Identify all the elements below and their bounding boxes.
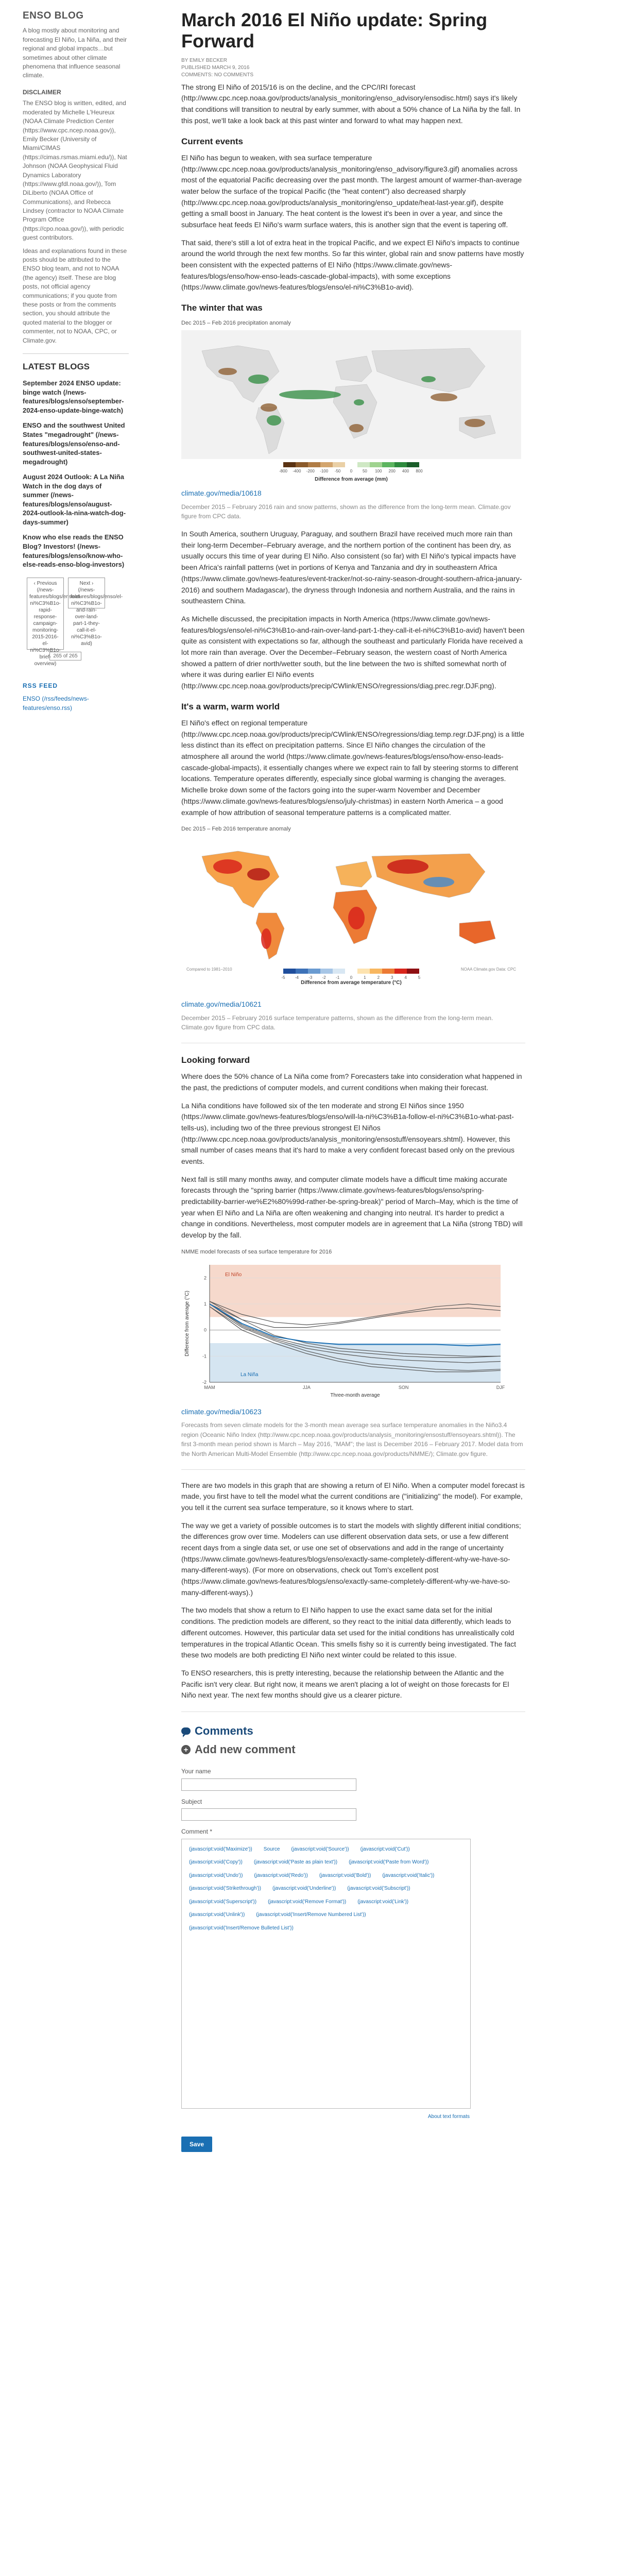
editor-tool-button[interactable]: (javascript:void('Bold')): [319, 1872, 371, 1878]
editor-tool-button[interactable]: (javascript:void('Insert/Remove Numbered List')): [256, 1912, 366, 1918]
text-formats-link[interactable]: About text formats: [427, 2114, 470, 2120]
legend-label: Difference from average (mm): [315, 476, 388, 482]
article: [134, 0, 525, 2173]
map2-legend: [186, 967, 516, 986]
article-title: March 2016 El Niño update: Spring Forward: [181, 9, 488, 52]
section-divider: [181, 1469, 525, 1470]
paragraph: There are two models in this graph that are showing a return of El Niño. When a computer model forecast is made, you first have to tell the model what the current conditions are ("initializing" the model). For example, you tell it the current sea surface temperature, so it knows where to start.: [181, 1481, 525, 1512]
rss-heading: RSS FEED: [23, 682, 58, 690]
latest-blog-link[interactable]: September 2024 ENSO update: binge watch (/news-features/blogs/enso/september-2024-enso-update-binge-watch): [23, 379, 124, 414]
rss-feed-link[interactable]: ENSO (/rss/feeds/news-features/enso.rss): [23, 694, 89, 712]
map-note-left: Compared to 1981–2010: [186, 967, 232, 972]
disclaimer-heading: DISCLAIMER: [23, 88, 61, 96]
legend-tick-label: 0: [350, 975, 353, 980]
x-tick-label: JJA: [302, 1384, 311, 1390]
editor-tool-button[interactable]: (javascript:void('Underline')): [272, 1886, 336, 1892]
temperature-map-figure: [181, 825, 525, 1010]
legend-tick-label: -1: [336, 975, 340, 980]
legend-tick-label: -5: [281, 975, 285, 980]
legend-swatch: [370, 969, 382, 974]
plus-icon: +: [181, 1745, 191, 1754]
legend-swatch: [296, 462, 308, 467]
comment-label: Comment *: [181, 1828, 213, 1836]
legend-tick-label: -200: [306, 468, 315, 473]
map-note-right: NOAA Climate.gov Data: CPC: [460, 967, 516, 972]
editor-tool-button[interactable]: (javascript:void('Remove Format')): [268, 1899, 347, 1905]
temperature-anomaly-map: [181, 836, 521, 995]
figure-caption: December 2015 – February 2016 surface temperature patterns, shown as the difference from the long-term mean. Climate.gov figure from CPC data.: [181, 1014, 493, 1031]
editor-tool-button[interactable]: (javascript:void('Strikethrough')): [189, 1886, 261, 1892]
legend-tick-label: 0: [350, 468, 353, 473]
editor-tool-button[interactable]: Source: [263, 1846, 280, 1852]
paragraph: Where does the 50% chance of La Niña come from? Forecasters take into consideration what happened in the past, the predictions of computer models, and current conditions when making their forecast.: [181, 1072, 522, 1092]
paragraph: To ENSO researchers, this is pretty interesting, because the relationship between the Atlantic and the Pacific isn't very clear. But right now, it means we aren't placing a lot of weight on those forecasts for El Niño next year. The next few months should give us a clearer picture.: [181, 1668, 509, 1700]
legend-swatch: [370, 462, 382, 467]
legend-tick-label: 1: [364, 975, 366, 980]
legend-tick-label: 5: [418, 975, 421, 980]
x-tick-label: MAM: [204, 1384, 215, 1390]
x-tick-label: SON: [398, 1384, 409, 1390]
comment-bubble-icon: [181, 1727, 191, 1735]
editor-tool-button[interactable]: (javascript:void('Unlink')): [189, 1912, 245, 1918]
legend-tick-label: 3: [390, 975, 393, 980]
legend-swatch: [308, 969, 320, 974]
map-title: Dec 2015 – Feb 2016 temperature anomaly: [181, 826, 291, 833]
legend-swatch: [333, 462, 345, 467]
editor-tool-button[interactable]: (javascript:void('Paste as plain text')): [253, 1859, 338, 1866]
legend-swatch: [407, 462, 419, 467]
legend-swatch: [357, 969, 370, 974]
comment-textarea[interactable]: [182, 1938, 470, 2108]
chart-title: NMME model forecasts of sea surface temperature for 2016: [181, 1248, 332, 1255]
paragraph: The way we get a variety of possible outcomes is to start the models with slightly different initial conditions; the differences grow over time. Modelers can use different observation data sets, or use a few different recent days from a single data set, or use one set of observations and add in the range of uncertainty (https://www.climate.gov/news-features/blogs/enso/exactly-same-completely-different-why-we-have-so-many-different-ways). (For more on observations, check out Tom's excellent post (https://www.climate.gov/news-features/blogs/enso/exactly-same-completely-different-why-we-have-so-many-different-ways).): [181, 1521, 521, 1597]
editor-tool-button[interactable]: (javascript:void('Subscript')): [347, 1886, 410, 1892]
legend-swatch: [394, 462, 407, 467]
legend-tick-label: 2: [377, 975, 380, 980]
precipitation-anomaly-map: [181, 330, 521, 485]
legend-tick-label: -800: [279, 468, 288, 473]
editor-tool-button[interactable]: (javascript:void('Italic')): [382, 1872, 435, 1878]
legend-tick-label: -400: [293, 468, 301, 473]
x-axis-label: Three-month average: [330, 1392, 380, 1398]
legend-swatch: [283, 969, 296, 974]
editor-toolbar: [182, 1839, 470, 1939]
legend-swatch: [394, 969, 407, 974]
add-comment-heading: [181, 1741, 525, 1758]
paragraph: That said, there's still a lot of extra heat in the tropical Pacific, and we expect El Niño's impacts to continue around the world through the next few months. So far this winter, global rain and snow patterns have mostly been consistent with the expected patterns of El Niño (https://www.climate.gov/news-features/blogs/enso/how-enso-leads-cascade-global-impacts), with some exceptions (https://www.climate.gov/news-features/blogs/enso/el-ni%C3%B1o-avid).: [181, 238, 524, 292]
sidebar: [0, 0, 134, 2173]
map-link[interactable]: climate.gov/media/10621: [181, 999, 262, 1008]
blog-description: A blog mostly about monitoring and forecasting El Niño, La Niña, and their regional and global impacts…but sometimes about other climate phenomena that influence seasonal climate.: [23, 27, 127, 79]
editor-tool-button[interactable]: (javascript:void('Redo')): [254, 1872, 308, 1878]
paragraph: El Niño has begun to weaken, with sea surface temperature (http://www.cpc.ncep.noaa.gov/products/analysis_monitoring/enso_advisory/figure3.gif) anomalies across most of the equatorial Pacific decreasing over the past month. The largest amount of warmer-than-average water below the surface of the tropical Pacific (the "heat content") also decreased sharply (http://www.cpc.ncep.noaa.gov/products/analysis_monitoring/enso_update/heat-last-year.gif), despite getting a small boost in January. The heat content is the lowest it's been in over a year, and since the subsurface heat feeds El Niño's warm surface waters, this is another sign that the event is tapering off.: [181, 153, 522, 229]
blog-title: ENSO BLOG: [23, 10, 84, 21]
save-button[interactable]: Save: [181, 2137, 212, 2152]
editor-tool-button[interactable]: (javascript:void('Copy')): [189, 1859, 243, 1866]
paragraph: The two models that show a return to El Niño happen to use the exact same data set for the initial conditions. The prediction models are different, so they react to the initial data differently, which leads to different outcomes. However, this particular data set used for the initial conditions has unrealistically cold temperatures in the tropical Atlantic Ocean. This smells fishy so it is currently being investigated. The fact these two models are both predicting El Niño next winter could be related to this issue.: [181, 1606, 517, 1659]
subject-field[interactable]: [181, 1808, 356, 1821]
comments-heading-text: Comments: [195, 1724, 253, 1737]
disclaimer-text-1: The ENSO blog is written, edited, and moderated by Michelle L'Heureux (NOAA Climate Prediction Center (https://www.cpc.ncep.noaa.gov)), Emily Becker (University of Miami/CIMAS (https://cimas.rsmas.miami.edu/)), Nat Johnson (NOAA Geophysical Fluid Dynamics Laboratory (https://www.gfdl.noaa.gov/)), Tom DiLiberto (NOAA Office of Communications), and Rebecca Lindsey (contractor to NOAA Climate Program Office (https://cpo.noaa.gov/)), with periodic guest contributors.: [23, 99, 127, 242]
legend-tick-label: -50: [334, 468, 341, 473]
el-nino-region: [210, 1265, 501, 1317]
published-date: PUBLISHED MARCH 9, 2016: [181, 64, 250, 71]
y-tick-label: 0: [203, 1327, 207, 1333]
section-heading-warm: It's a warm, warm world: [181, 701, 280, 711]
legend-swatch: [407, 969, 419, 974]
editor-tool-button[interactable]: (javascript:void('Paste from Word')): [349, 1859, 429, 1866]
latest-blogs-heading: LATEST BLOGS: [23, 361, 90, 371]
editor-tool-button[interactable]: (javascript:void('Insert/Remove Bulleted List')): [189, 1925, 294, 1931]
section-heading-winter: The winter that was: [181, 303, 263, 313]
editor-tool-button[interactable]: (javascript:void('Undo')): [189, 1872, 243, 1878]
la-nina-label: La Niña: [241, 1371, 259, 1378]
editor-tool-button[interactable]: (javascript:void('Source')): [291, 1846, 349, 1852]
paragraph: La Niña conditions have followed six of the ten moderate and strong El Niños since 1950 (https://www.climate.gov/news-features/blogs/enso/will-la-ni%C3%B1a-follow-el-ni%C3%B1o-what-past-tells-us), including two of the three previous strongest El Niños (http://www.cpc.ncep.noaa.gov/products/analysis_monitoring/ensostuff/ensoyears.shtml). However, this small number of cases means that it's hard to make a very confident forecast based only on the previous events.: [181, 1101, 515, 1165]
forecast-plume-chart: [181, 1259, 511, 1403]
intro-paragraph: The strong El Niño of 2015/16 is on the decline, and the CPC/IRI forecast (http://www.cpc.ncep.noaa.gov/products/analysis_monitoring/enso_advisory/ensodisc.html) says it's likely that conditions will transition to neutral by early summer, with about a 50% chance of La Niña by the fall. In this post, we'll take a look back at this past winter and forward to what may happen next.: [181, 82, 521, 125]
sidebar-divider: [23, 353, 129, 354]
map1-legend: [279, 462, 423, 482]
map-link[interactable]: climate.gov/media/10618: [181, 489, 262, 498]
legend-swatch: [296, 969, 308, 974]
pager-count: 265 of 265: [49, 652, 81, 661]
subject-label: Subject: [181, 1798, 202, 1805]
precipitation-map-figure: [181, 319, 525, 499]
legend-swatch: [357, 462, 370, 467]
legend-tick-label: 100: [375, 468, 382, 473]
legend-swatch: [308, 462, 320, 467]
article-meta: [181, 57, 525, 79]
legend-tick-label: 4: [404, 975, 407, 980]
latest-blog-link[interactable]: ENSO and the southwest United States "megadrought" (/news-features/blogs/enso/enso-and-southwest-united-states-megadrought): [23, 421, 125, 466]
chart-link[interactable]: climate.gov/media/10623: [181, 1407, 262, 1416]
legend-swatch: [345, 969, 357, 974]
latest-blog-link[interactable]: August 2024 Outlook: A La Niña Watch in the dog days of summer (/news-features/blogs/enso/august-2024-outlook-la-nina-watch-dog-days-summer): [23, 473, 126, 526]
legend-tick-label: 800: [416, 468, 423, 473]
legend-label: Difference from average temperature (°C): [301, 980, 402, 986]
paragraph: Next fall is still many months away, and computer climate models have a difficult time making accurate forecasts through the "spring barrier (https://www.climate.gov/news-features/blogs/enso/spring-predictability-barrier-we%E2%80%99d-rather-be-spring-break)" period of March–May, which is the time of year when El Niño and La Niña are often weakening and changing into neutral. It's harder to predict a change in conditions. Nevertheless, most computer models are in agreement that La Niña (strong TBD) will develop by the fall.: [181, 1175, 523, 1240]
add-comment-heading-text: Add new comment: [195, 1743, 296, 1756]
legend-tick-label: -4: [295, 975, 299, 980]
section-heading-current-events: Current events: [181, 136, 243, 146]
legend-tick-label: -100: [320, 468, 329, 473]
name-field[interactable]: [181, 1778, 356, 1791]
map-title: Dec 2015 – Feb 2016 precipitation anomaly: [181, 320, 291, 327]
legend-swatch: [333, 969, 345, 974]
legend-swatch: [320, 969, 333, 974]
editor-tool-button[interactable]: (javascript:void('Cut')): [360, 1846, 410, 1852]
x-tick-label: DJF: [496, 1384, 505, 1390]
editor-tool-button[interactable]: (javascript:void('Superscript')): [189, 1899, 257, 1905]
legend-swatch: [345, 462, 357, 467]
editor-tool-button[interactable]: (javascript:void('Maximize')): [189, 1846, 252, 1852]
legend-swatch: [320, 462, 333, 467]
legend-swatch: [283, 462, 296, 467]
legend-tick-label: -3: [308, 975, 313, 980]
legend-tick-label: 400: [402, 468, 409, 473]
comment-editor[interactable]: [181, 1839, 471, 2109]
el-nino-label: El Niño: [225, 1272, 242, 1278]
latest-blog-link[interactable]: Know who else reads the ENSO Blog? Investors! (/news-features/blogs/enso/know-who-else-reads-enso-blog-investors): [23, 533, 125, 569]
section-heading-looking-forward: Looking forward: [181, 1055, 250, 1065]
editor-tool-button[interactable]: (javascript:void('Link')): [357, 1899, 409, 1905]
y-tick-label: 1: [203, 1301, 207, 1307]
section-divider: [181, 1711, 525, 1712]
author-line: BY EMILY BECKER: [181, 57, 227, 63]
legend-tick-label: 200: [388, 468, 396, 473]
disclaimer-text-2: Ideas and explanations found in these posts should be attributed to the ENSO blog team, and not to NOAA (the agency) itself. These are blog posts, not official agency communications; if you quote from these posts or from the comments section, you should attribute the quoted material to the blogger or commenter, not to NOAA, CPC, or Climate.gov.: [23, 247, 127, 344]
previous-post-button[interactable]: ‹ Previous (/news-features/blogs/enso/el-ni%C3%B1o-rapid-response-campaign-monitoring-2015-2016-el-ni%C3%B1o-brief-overview): [27, 578, 64, 650]
forecast-chart-figure: [181, 1248, 525, 1417]
paragraph: In South America, southern Uruguay, Paraguay, and southern Brazil have received much more rain than their long-term December–February average, and the northern portion of the continent has been dry, as usually occurs this time of year during El Niño. Also consistent (so far) with El Niño's typical impacts have been Africa's rainfall patterns (wet in portions of Kenya and Tanzania and dry in southeastern Africa (https://www.climate.gov/news-features/event-tracker/not-so-rainy-season-drought-southern-africa-january-2016) and southern Madagascar), the dryness through Indonesia and northern Australia, and the rains in southeastern China.: [181, 530, 522, 605]
legend-tick-label: 50: [362, 468, 367, 473]
y-tick-label: 2: [203, 1275, 207, 1281]
paragraph: El Niño's effect on regional temperature (http://www.cpc.ncep.noaa.gov/products/precip/CWlink/ENSO/regressions/diag.temp.regr.DJF.png) is a little less distinct than its effect on precipitation patterns. Since El Niño changes the circulation of the atmosphere all around the world (https://www.climate.gov/news-features/blogs/enso/how-enso-leads-cascade-global-impacts), it essentially changes where we expect rain to fall by steering storms to different locations. Temperature operates differently, especially since global warming is changing the averages. Michelle broke down some of the factors going into the super-warm November and December (https://www.climate.gov/news-features/blogs/enso/july-christmas) in eastern North America – a good example of how attribution of seasonal temperature patterns is a complicated matter.: [181, 719, 525, 817]
figure-caption: December 2015 – February 2016 rain and snow patterns, shown as the difference from the long-term mean. Climate.gov figure from CPC data.: [181, 503, 511, 520]
legend-swatch: [382, 462, 394, 467]
figure-caption: Forecasts from seven climate models for the 3-month mean average sea surface temperature anomalies in the Niño3.4 region (Oceanic Niño Index (http://www.cpc.ncep.noaa.gov/products/analysis_monitoring/ensostuff/ensoyears.shtml)). The first 3-month mean period shown is March – May 2016, "MAM"; the last is December 2016 – February 2017. Model data from the North American Multi-Model Ensemble (http://www.cpc.ncep.noaa.gov/products/NMME/); Climate.gov figure.: [181, 1421, 523, 1458]
comments-heading: [181, 1722, 525, 1740]
legend-swatch: [382, 969, 394, 974]
y-tick-label: -1: [202, 1353, 207, 1359]
y-tick-label: -2: [202, 1379, 207, 1385]
name-label: Your name: [181, 1768, 211, 1775]
comments-count[interactable]: COMMENTS: NO COMMENTS: [181, 72, 253, 78]
paragraph: As Michelle discussed, the precipitation impacts in North America (https://www.climate.gov/news-features/blogs/enso/el-ni%C3%B1o-and-rain-over-land-part-1-they-call-it-el-ni%C3%B1o-avid) haven't been quite as consistent with expectations so far, although the southeast and particularly Florida have received a lot more rain than average. Over the December–February season, the western coast of North America showed a pattern of drier north/wetter south, but the line between the two is shifted somewhat north of where it was during earlier El Niño events (http://www.cpc.ncep.noaa.gov/products/precip/CWlink/ENSO/regressions/diag.prec.regr.DJF.png).: [181, 614, 525, 690]
y-axis-label: Difference from average (°C): [184, 1290, 190, 1357]
next-post-button[interactable]: Next › (/news-features/blogs/enso/el-ni%C3%B1o-and-rain-over-land-part-1-they-call-it-el-ni%C3%B1o-avid): [68, 578, 105, 608]
legend-tick-label: -2: [322, 975, 326, 980]
